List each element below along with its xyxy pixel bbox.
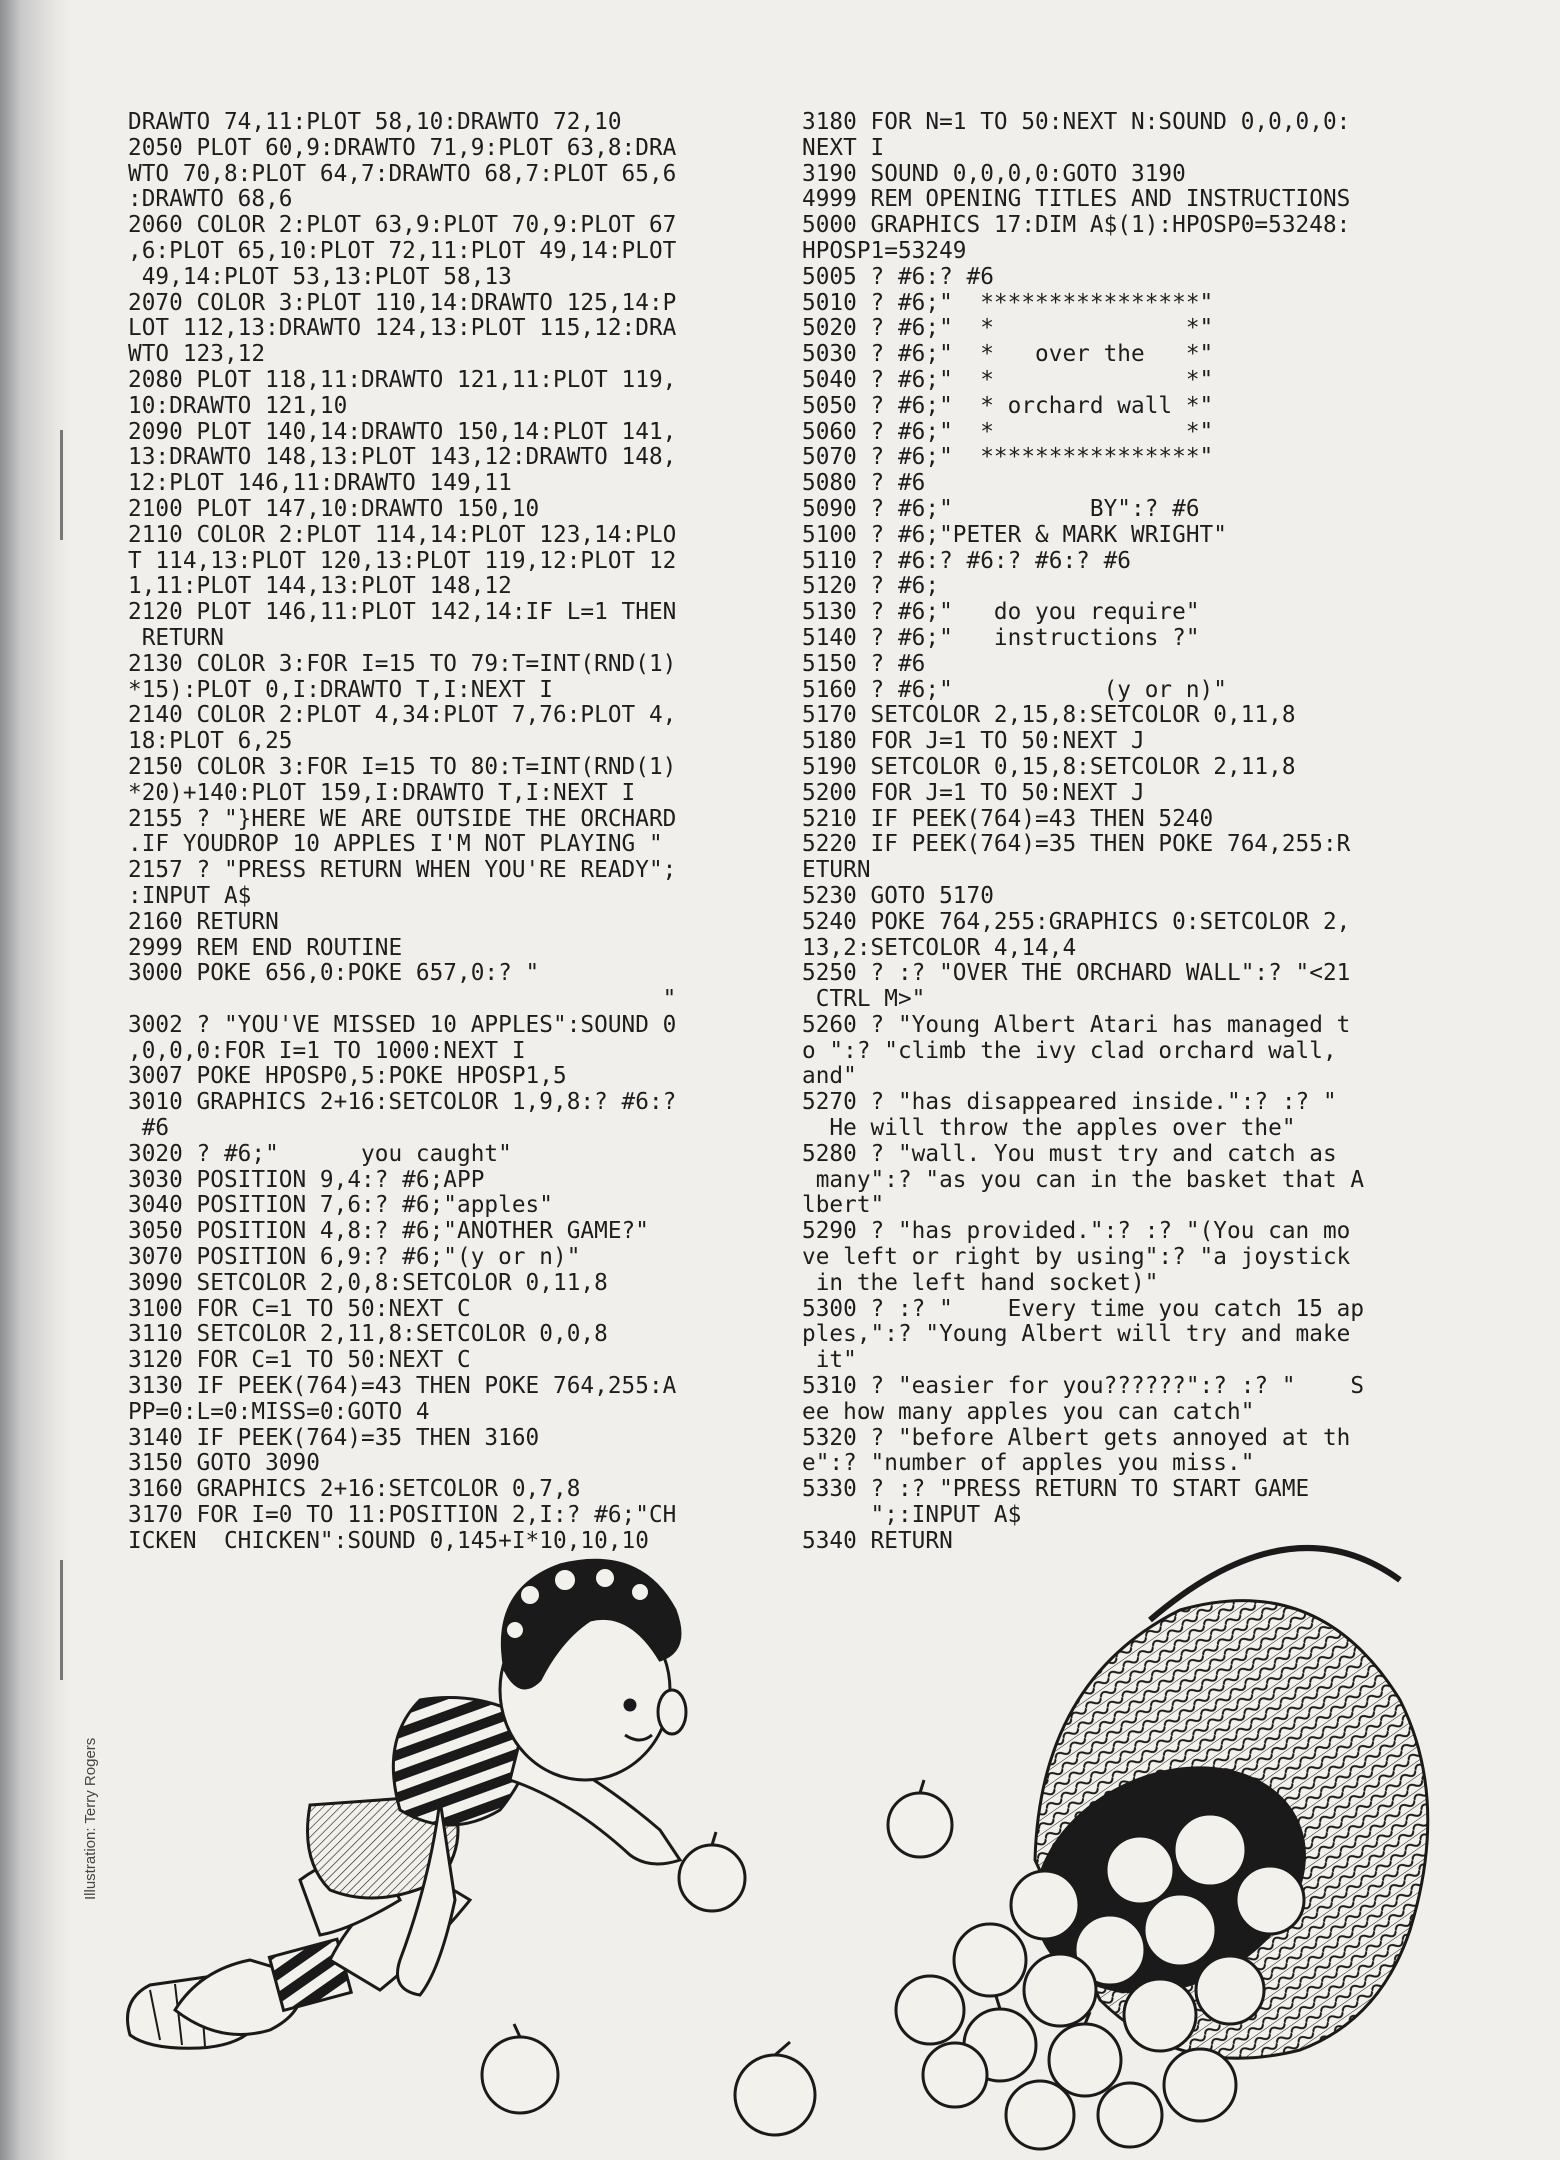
code-line: 5310 ? "easier for you??????":? :? " S — [802, 1373, 1365, 1400]
code-line: 2999 REM END ROUTINE — [128, 934, 403, 961]
code-line: 4999 REM OPENING TITLES AND INSTRUCTIONS — [802, 186, 1351, 213]
code-line: 10:DRAWTO 121,10 — [128, 392, 348, 419]
code-line: He will throw the apples over the" — [802, 1115, 1296, 1142]
code-line: 3100 FOR C=1 TO 50:NEXT C — [128, 1295, 471, 1322]
code-line: 5210 IF PEEK(764)=43 THEN 5240 — [802, 805, 1214, 832]
code-line: in the left hand socket)" — [802, 1269, 1159, 1296]
code-line: 3170 FOR I=0 TO 11:POSITION 2,I:? #6;"CH — [128, 1502, 677, 1529]
code-line: 5230 GOTO 5170 — [802, 882, 994, 909]
code-line: 13:DRAWTO 148,13:PLOT 143,12:DRAWTO 148, — [128, 444, 677, 471]
code-line: 5260 ? "Young Albert Atari has managed t — [802, 1011, 1351, 1038]
code-line: 3140 IF PEEK(764)=35 THEN 3160 — [128, 1424, 540, 1451]
code-line: 3120 FOR C=1 TO 50:NEXT C — [128, 1347, 471, 1374]
staple-mark — [60, 430, 63, 540]
code-line: 3090 SETCOLOR 2,0,8:SETCOLOR 0,11,8 — [128, 1269, 608, 1296]
code-line: 5140 ? #6;" instructions ?" — [802, 624, 1200, 651]
code-line: :INPUT A$ — [128, 882, 252, 909]
code-line: 18:PLOT 6,25 — [128, 728, 293, 755]
code-line: :DRAWTO 68,6 — [128, 186, 293, 213]
code-line: 2140 COLOR 2:PLOT 4,34:PLOT 7,76:PLOT 4, — [128, 702, 677, 729]
code-line: 3010 GRAPHICS 2+16:SETCOLOR 1,9,8:? #6:? — [128, 1089, 677, 1116]
code-line: 5340 RETURN — [802, 1527, 953, 1554]
apple — [735, 2055, 815, 2135]
code-line: 5220 IF PEEK(764)=35 THEN POKE 764,255:R — [802, 831, 1351, 858]
code-line: .IF YOUDROP 10 APPLES I'M NOT PLAYING " — [128, 831, 663, 858]
code-line: lbert" — [802, 1192, 885, 1219]
code-line: 2110 COLOR 2:PLOT 114,14:PLOT 123,14:PLO — [128, 521, 677, 548]
apple — [1049, 2024, 1121, 2096]
code-line: 3190 SOUND 0,0,0,0:GOTO 3190 — [802, 160, 1186, 187]
code-line: 3020 ? #6;" you caught" — [128, 1140, 512, 1167]
code-line: WTO 70,8:PLOT 64,7:DRAWTO 68,7:PLOT 65,6 — [128, 160, 677, 187]
code-line: 5240 POKE 764,255:GRAPHICS 0:SETCOLOR 2, — [802, 908, 1351, 935]
code-line: 2060 COLOR 2:PLOT 63,9:PLOT 70,9:PLOT 67 — [128, 212, 677, 239]
code-line: 5000 GRAPHICS 17:DIM A$(1):HPOSP0=53248: — [802, 212, 1351, 239]
code-line: and" — [802, 1063, 857, 1090]
apple — [1098, 2083, 1162, 2147]
code-line: DRAWTO 74,11:PLOT 58,10:DRAWTO 72,10 — [128, 109, 622, 135]
code-line: ,6:PLOT 65,10:PLOT 72,11:PLOT 49,14:PLOT — [128, 237, 677, 264]
code-line: 5110 ? #6:? #6:? #6:? #6 — [802, 547, 1132, 574]
code-line: CTRL M>" — [802, 986, 926, 1013]
code-line: 3000 POKE 656,0:POKE 657,0:? " — [128, 960, 540, 987]
code-line: 5190 SETCOLOR 0,15,8:SETCOLOR 2,11,8 — [802, 753, 1296, 780]
apple — [1124, 1979, 1196, 2051]
apple — [1164, 2049, 1236, 2121]
code-line: 2130 COLOR 3:FOR I=15 TO 79:T=INT(RND(1) — [128, 650, 677, 677]
code-line: 2090 PLOT 140,14:DRAWTO 150,14:PLOT 141, — [128, 418, 677, 445]
code-line: HPOSP1=53249 — [802, 237, 967, 264]
code-line: WTO 123,12 — [128, 341, 266, 368]
apple — [1174, 1814, 1246, 1886]
code-line: 2120 PLOT 146,11:PLOT 142,14:IF L=1 THEN — [128, 599, 677, 626]
code-line: 5320 ? "before Albert gets annoyed at th — [802, 1424, 1351, 1451]
code-line: ee how many apples you can catch" — [802, 1398, 1255, 1425]
boy-figure — [128, 1560, 746, 2048]
code-line: 5080 ? #6 — [802, 470, 926, 497]
code-line: 5280 ? "wall. You must try and catch as — [802, 1140, 1337, 1167]
code-line: 5020 ? #6;" * *" — [802, 315, 1214, 342]
code-line: LOT 112,13:DRAWTO 124,13:PLOT 115,12:DRA — [128, 315, 677, 342]
code-line: 5050 ? #6;" * orchard wall *" — [802, 392, 1214, 419]
code-line: o ":? "climb the ivy clad orchard wall, — [802, 1037, 1337, 1064]
code-line: 2160 RETURN — [128, 908, 279, 935]
apple — [1144, 1894, 1216, 1966]
code-line: 49,14:PLOT 53,13:PLOT 58,13 — [128, 263, 512, 290]
code-line: 2050 PLOT 60,9:DRAWTO 71,9:PLOT 63,8:DRA — [128, 134, 677, 161]
code-line: 3007 POKE HPOSP0,5:POKE HPOSP1,5 — [128, 1063, 567, 1090]
code-line: 3130 IF PEEK(764)=43 THEN POKE 764,255:A — [128, 1373, 677, 1400]
code-line: 5005 ? #6:? #6 — [802, 263, 994, 290]
code-line: #6 — [128, 1115, 170, 1142]
apple — [896, 1976, 964, 2044]
apple — [923, 2043, 987, 2107]
code-line: 3040 POSITION 7,6:? #6;"apples" — [128, 1192, 553, 1219]
code-line: ples,":? "Young Albert will try and make — [802, 1321, 1351, 1348]
code-line: 2100 PLOT 147,10:DRAWTO 150,10 — [128, 495, 540, 522]
code-line: e":? "number of apples you miss." — [802, 1450, 1255, 1477]
code-line: 3110 SETCOLOR 2,11,8:SETCOLOR 0,0,8 — [128, 1321, 608, 1348]
code-line: 3160 GRAPHICS 2+16:SETCOLOR 0,7,8 — [128, 1476, 581, 1503]
code-line: 5270 ? "has disappeared inside.":? :? " — [802, 1089, 1337, 1116]
code-line: 5090 ? #6;" BY":? #6 — [802, 495, 1200, 522]
code-line: 5150 ? #6 — [802, 650, 926, 677]
code-line: 2070 COLOR 3:PLOT 110,14:DRAWTO 125,14:P — [128, 289, 677, 316]
code-line: 5040 ? #6;" * *" — [802, 366, 1214, 393]
code-line: NEXT I — [802, 134, 885, 161]
code-line: 5200 FOR J=1 TO 50:NEXT J — [802, 779, 1145, 806]
code-line: *20)+140:PLOT 159,I:DRAWTO T,I:NEXT I — [128, 779, 636, 806]
code-line: 2150 COLOR 3:FOR I=15 TO 80:T=INT(RND(1) — [128, 753, 677, 780]
apple — [1196, 1956, 1264, 2024]
illustration — [0, 1500, 1560, 2160]
code-line: 2157 ? "PRESS RETURN WHEN YOU'RE READY"; — [128, 857, 677, 884]
code-line: 5100 ? #6;"PETER & MARK WRIGHT" — [802, 521, 1227, 548]
code-line: 5010 ? #6;" ****************" — [802, 289, 1214, 316]
code-line: ,0,0,0:FOR I=1 TO 1000:NEXT I — [128, 1037, 526, 1064]
code-line: ve left or right by using":? "a joystick — [802, 1244, 1351, 1271]
code-line: 13,2:SETCOLOR 4,14,4 — [802, 934, 1077, 961]
code-line: 2080 PLOT 118,11:DRAWTO 121,11:PLOT 119, — [128, 366, 677, 393]
code-line: 5130 ? #6;" do you require" — [802, 599, 1200, 626]
code-line: RETURN — [128, 624, 224, 651]
code-line: PP=0:L=0:MISS=0:GOTO 4 — [128, 1398, 430, 1425]
code-line: 5030 ? #6;" * over the *" — [802, 341, 1214, 368]
code-column-right — [802, 110, 1364, 1555]
apple — [679, 1845, 745, 1911]
code-line: ICKEN CHICKEN":SOUND 0,145+I*10,10,10 — [128, 1527, 649, 1554]
apple — [954, 1924, 1026, 1996]
apple — [482, 2037, 558, 2113]
code-line: 3180 FOR N=1 TO 50:NEXT N:SOUND 0,0,0,0: — [802, 109, 1351, 135]
code-line: 5180 FOR J=1 TO 50:NEXT J — [802, 728, 1145, 755]
code-line: 3030 POSITION 9,4:? #6;APP — [128, 1166, 485, 1193]
code-line: 5160 ? #6;" (y or n)" — [802, 676, 1227, 703]
apple — [1024, 1954, 1096, 2026]
code-line: 3150 GOTO 3090 — [128, 1450, 320, 1477]
code-line: ";:INPUT A$ — [802, 1502, 1022, 1529]
code-line: it" — [802, 1347, 857, 1374]
apple — [1236, 1866, 1304, 1934]
apple — [888, 1793, 952, 1857]
code-line: 5330 ? :? "PRESS RETURN TO START GAME — [802, 1476, 1310, 1503]
code-line: 12:PLOT 146,11:DRAWTO 149,11 — [128, 470, 512, 497]
code-line: 3002 ? "YOU'VE MISSED 10 APPLES":SOUND 0 — [128, 1011, 677, 1038]
code-line: many":? "as you can in the basket that A — [802, 1166, 1365, 1193]
code-line: T 114,13:PLOT 120,13:PLOT 119,12:PLOT 12 — [128, 547, 677, 574]
code-line: 5060 ? #6;" * *" — [802, 418, 1214, 445]
code-line: 5250 ? :? "OVER THE ORCHARD WALL":? "<21 — [802, 960, 1351, 987]
code-line: 5170 SETCOLOR 2,15,8:SETCOLOR 0,11,8 — [802, 702, 1296, 729]
apple — [1006, 2081, 1074, 2149]
code-line: 5070 ? #6;" ****************" — [802, 444, 1214, 471]
illustration-credit: Illustration: Terry Rogers — [82, 1737, 99, 1900]
code-column-left — [128, 110, 676, 1555]
code-line: ETURN — [802, 857, 871, 884]
code-line: 3050 POSITION 4,8:? #6;"ANOTHER GAME?" — [128, 1218, 649, 1245]
code-line: 5300 ? :? " Every time you catch 15 ap — [802, 1295, 1365, 1322]
code-line: 2155 ? "}HERE WE ARE OUTSIDE THE ORCHARD — [128, 805, 677, 832]
code-line: 5120 ? #6; — [802, 573, 940, 600]
apple — [1011, 1871, 1079, 1939]
apple — [1106, 1836, 1174, 1904]
code-line: " — [128, 986, 677, 1013]
code-line: *15):PLOT 0,I:DRAWTO T,I:NEXT I — [128, 676, 553, 703]
code-line: 1,11:PLOT 144,13:PLOT 148,12 — [128, 573, 512, 600]
code-line: 3070 POSITION 6,9:? #6;"(y or n)" — [128, 1244, 581, 1271]
code-line: 5290 ? "has provided.":? :? "(You can mo — [802, 1218, 1351, 1245]
